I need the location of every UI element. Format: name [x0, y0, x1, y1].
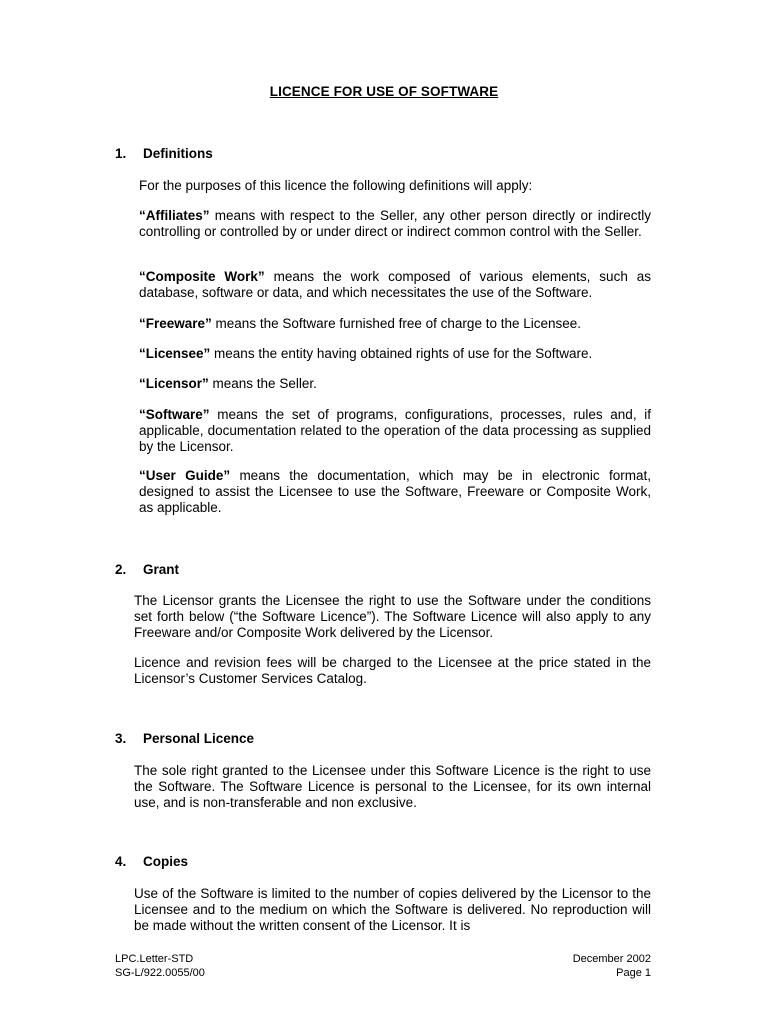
grant-paragraph: Licence and revision fees will be charged to the Licensee at the price stated in the Licensor’s Customer Services Catalog.: [134, 655, 651, 686]
definitions-intro: For the purposes of this licence the following definitions will apply:: [139, 178, 533, 193]
footer-doc-ref: LPC.Letter-STD: [115, 953, 194, 965]
definition-text: means the work composed of various elements, such as database, software or data, and which necessitates the use of the Software.: [139, 269, 651, 300]
definition-term: “Licensor”: [139, 376, 209, 391]
definition-affiliates: [139, 208, 651, 240]
definition-term: “Affiliates”: [139, 208, 210, 223]
section-heading-definitions: [115, 146, 213, 161]
section-number: 1.: [115, 146, 127, 161]
section-title: Grant: [143, 562, 180, 577]
section-number: 4.: [115, 854, 127, 869]
grant-paragraph: The Licensor grants the Licensee the right to use the Software under the conditions set forth below (“the Software Licence”). The Software Licence will also apply to any Freeware and/or Composite Work delivered by the Licensor.: [134, 593, 651, 640]
section-title: Personal Licence: [143, 731, 255, 746]
footer-date: December 2002: [572, 953, 651, 965]
definition-composite-work: [139, 269, 651, 301]
definition-text: means the entity having obtained rights of use for the Software.: [210, 346, 593, 361]
definition-term: “Composite Work”: [139, 269, 265, 284]
definition-freeware: [139, 316, 651, 332]
section-heading-copies: [115, 854, 188, 869]
definition-licensee: [139, 346, 651, 362]
section-title: Definitions: [143, 146, 213, 161]
section-title: Copies: [143, 854, 189, 869]
definition-text: means with respect to the Seller, any other person directly or indirectly controlling or controlled by or under direct or indirect common control with the Seller.: [139, 208, 651, 239]
definition-software: [139, 407, 651, 455]
definition-text: means the Seller.: [208, 376, 317, 391]
section-heading-personal-licence: [115, 731, 254, 746]
definition-term: “Freeware”: [139, 316, 212, 331]
definition-term: “Licensee”: [139, 346, 211, 361]
definition-term: “User Guide”: [139, 468, 231, 483]
footer-page-number: Page 1: [616, 967, 651, 979]
definition-text: means the set of programs, configurations, processes, rules and, if applicable, documentation related to the operation of the data processing as supplied by the Licensor.: [139, 407, 651, 454]
footer-doc-code: SG-L/922.0055/00: [115, 967, 205, 979]
definition-term: “Software”: [139, 407, 210, 422]
definition-licensor: [139, 376, 651, 392]
section-number: 2.: [115, 562, 127, 577]
document-title: LICENCE FOR USE OF SOFTWARE: [269, 84, 499, 99]
copies-paragraph: Use of the Software is limited to the number of copies delivered by the Licensor to the Licensee and to the medium on which the Software is delivered. No reproduction will be made without the written consent of the Licensor. It is: [134, 886, 651, 933]
definition-user-guide: [139, 468, 651, 516]
section-heading-grant: [115, 562, 179, 577]
definition-text: means the documentation, which may be in electronic format, designed to assist the Licensee to use the Software, Freeware or Composite Work, as applicable.: [139, 468, 651, 515]
personal-licence-paragraph: The sole right granted to the Licensee under this Software Licence is the right to use the Software. The Software Licence is personal to the Licensee, for its own internal use, and is non-transferable and non exclusive.: [134, 763, 651, 810]
footer-left: [115, 952, 205, 980]
definition-text: means the Software furnished free of charge to the Licensee.: [211, 316, 582, 331]
section-number: 3.: [115, 731, 127, 746]
footer-right: [573, 952, 651, 980]
